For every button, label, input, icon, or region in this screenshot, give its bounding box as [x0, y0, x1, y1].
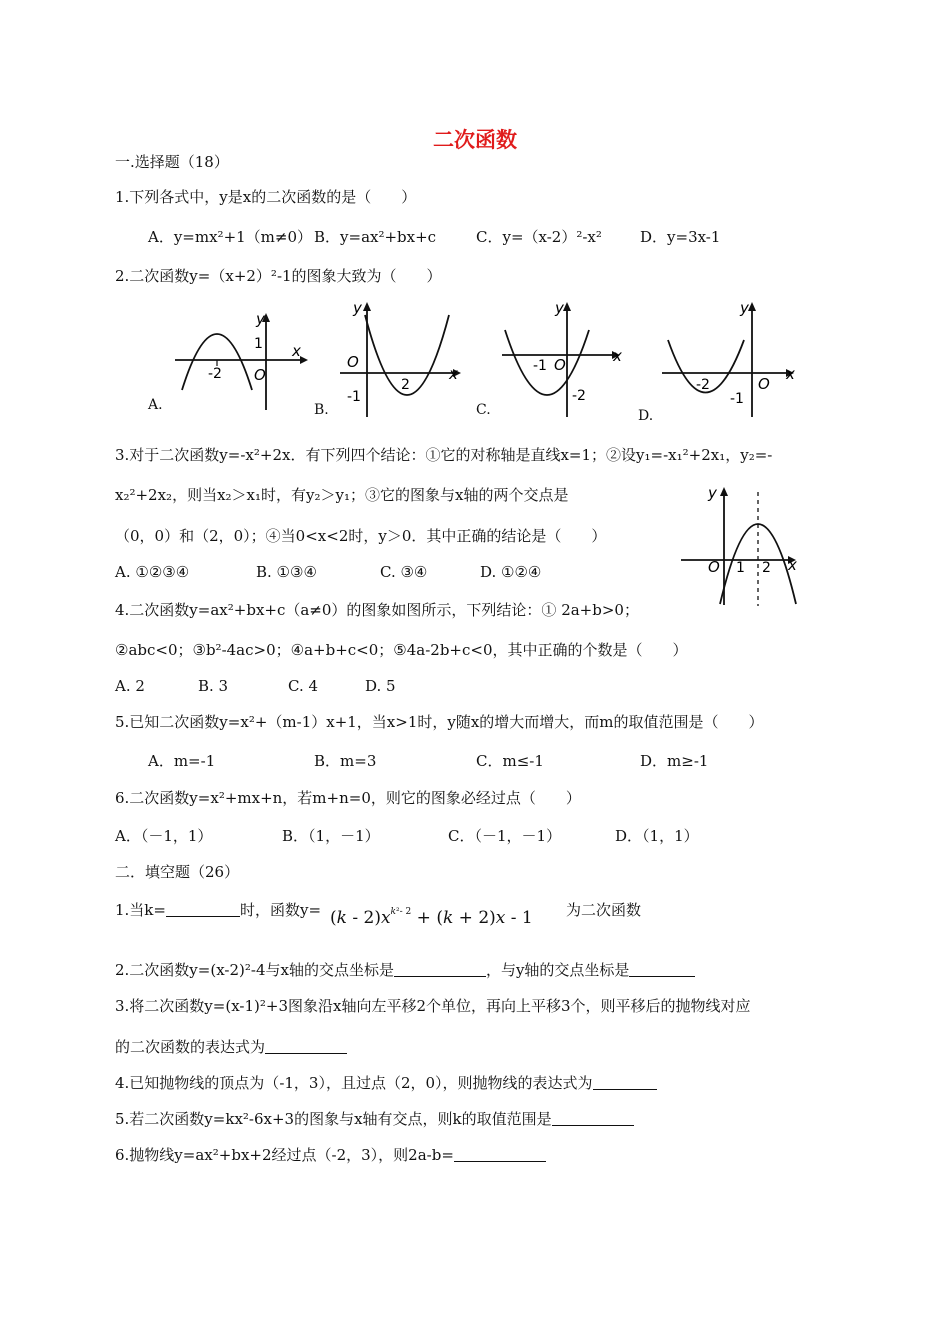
f4-answer-blank[interactable]	[593, 1075, 657, 1090]
origin-label: O	[347, 353, 359, 371]
f2-answer-blank-1[interactable]	[394, 962, 486, 977]
q1-option-d: D．y=3x-1	[640, 228, 721, 246]
q3-line-1: 3.对于二次函数y=-x²+2x．有下列四个结论：①它的对称轴是直线x=1；②设y₁=-x₁²+2x₁，y₂=-	[115, 446, 773, 464]
q6-option-c: C．（－1，－1）	[448, 827, 562, 845]
f3-line-2: 的二次函数的表达式为	[115, 1038, 266, 1056]
q6-stem: 6.二次函数y=x²+mx+n，若m+n=0，则它的图象必经过点（ ）	[115, 789, 581, 807]
q6-option-a: A．（－1，1）	[115, 827, 213, 845]
q1-option-c: C．y=（x-2）²-x²	[476, 228, 602, 246]
q2-graph-b	[335, 295, 465, 420]
f1-mid: 时，函数y=	[239, 901, 322, 919]
f5-line	[115, 1109, 634, 1129]
q3-option-c: C. ③④	[380, 563, 428, 581]
f2-answer-blank-2[interactable]	[629, 962, 695, 977]
origin-label: O	[708, 558, 720, 576]
q5-option-a: A．m=-1	[148, 752, 216, 770]
page-title: 二次函数	[433, 127, 517, 152]
tick-label-1: 1	[736, 560, 745, 576]
f1-formula: $(k - 2)x^{k^2- 2} + (k + 2)x - 1$	[330, 907, 533, 928]
f6-text: 6.抛物线y=ax²+bx+2经过点（-2，3），则2a-b=	[115, 1146, 454, 1164]
q4-line-2: ②abc<0；③b²-4ac>0；④a+b+c<0；⑤4a-2b+c<0，其中正确的个数是（ ）	[115, 641, 688, 659]
f3-line-2-wrap	[115, 1037, 347, 1057]
y-label: y	[353, 299, 362, 317]
q3-line-3: （0，0）和（2，0）；④当0<x<2时，y＞0．其中正确的结论是（ ）	[115, 527, 607, 545]
vertex-x-label: -1	[533, 358, 547, 374]
f2-mid: ，与y轴的交点坐标是	[485, 961, 630, 979]
q1-option-a: A．y=mx²+1（m≠0）	[148, 228, 313, 246]
q4-line-1: 4.二次函数y=ax²+bx+c（a≠0）的图象如图所示，下列结论：① 2a+b>0；	[115, 601, 639, 619]
q2-label-b: B.	[314, 402, 329, 418]
section-heading-choice: 一.选择题（18）	[115, 153, 229, 171]
q2-graph-c	[497, 295, 627, 420]
y-label: y	[740, 299, 749, 317]
q4-option-c: C. 4	[288, 677, 319, 695]
q1-stem: 1.下列各式中，y是x的二次函数的是（ ）	[115, 188, 417, 206]
origin-label: O	[554, 356, 566, 374]
vertex-y-label: -1	[347, 389, 361, 405]
f6-answer-blank[interactable]	[454, 1147, 546, 1162]
y-label: y	[555, 299, 564, 317]
f6-line	[115, 1145, 546, 1165]
tick-label-2: 2	[762, 560, 771, 576]
x-label: x	[786, 365, 795, 383]
y-axis-arrow-icon	[720, 487, 728, 496]
vertex-x-label: 2	[401, 377, 410, 393]
q5-option-c: C．m≤-1	[476, 752, 544, 770]
q4-graph	[676, 480, 801, 608]
f5-answer-blank[interactable]	[552, 1111, 634, 1126]
q5-stem: 5.已知二次函数y=x²+（m-1）x+1，当x>1时，y随x的增大而增大，而m的取值范围是（ ）	[115, 713, 764, 731]
q3-line-2: x₂²+2x₂，则当x₂＞x₁时，有y₂＞y₁；③它的图象与x轴的两个交点是	[115, 486, 569, 504]
x-label: x	[449, 365, 458, 383]
q2-stem: 2.二次函数y=（x+2）²-1的图象大致为（ ）	[115, 267, 442, 285]
q2-label-a: A.	[148, 397, 163, 413]
y-axis-arrow-icon	[363, 302, 371, 311]
f3-line-1: 3.将二次函数y=(x-1)²+3图象沿x轴向左平移2个单位，再向上平移3个，则平移后的抛物线对应	[115, 997, 751, 1015]
origin-label: O	[254, 366, 266, 384]
q2-graph-d	[660, 295, 800, 420]
f1-answer-blank[interactable]	[166, 902, 240, 917]
q3-option-d: D. ①②④	[480, 563, 542, 581]
q6-option-d: D．（1，1）	[615, 827, 699, 845]
q6-option-b: B．（1，－1）	[282, 827, 380, 845]
x-label: x	[292, 342, 301, 360]
f4-text: 4.已知抛物线的顶点为（-1，3），且过点（2，0），则抛物线的表达式为	[115, 1074, 593, 1092]
f3-answer-blank[interactable]	[265, 1039, 347, 1054]
origin-label: O	[758, 375, 770, 393]
vertex-y-label: -2	[572, 388, 586, 404]
f4-line	[115, 1073, 657, 1093]
vertex-x-label: -2	[208, 366, 222, 382]
f1-post: 为二次函数	[566, 901, 642, 919]
q1-option-b: B．y=ax²+bx+c	[314, 228, 437, 246]
q4-option-d: D. 5	[365, 677, 396, 695]
q2-label-d: D.	[638, 408, 654, 424]
vertex-x-label: -2	[696, 377, 710, 393]
x-label: x	[613, 347, 622, 365]
vertex-y-label: -1	[730, 391, 744, 407]
y-axis-arrow-icon	[563, 302, 571, 311]
section-heading-fill: 二．填空题（26）	[115, 863, 240, 881]
y-axis-arrow-icon	[748, 302, 756, 311]
q4-option-b: B. 3	[198, 677, 229, 695]
q2-label-c: C.	[476, 402, 491, 418]
q3-option-a: A. ①②③④	[115, 563, 190, 581]
y-label: y	[708, 484, 717, 502]
q4-option-a: A. 2	[115, 677, 145, 695]
vertex-y-label: 1	[254, 336, 263, 352]
f2-pre: 2.二次函数y=(x-2)²-4与x轴的交点坐标是	[115, 961, 394, 979]
y-label: y	[256, 310, 265, 328]
q3-option-b: B. ①③④	[256, 563, 317, 581]
f1-pre: 1.当k=	[115, 901, 166, 919]
x-axis-arrow-icon	[300, 356, 308, 364]
q2-graph-a	[170, 308, 310, 413]
q5-option-b: B．m=3	[314, 752, 377, 770]
f5-text: 5.若二次函数y=kx²-6x+3的图象与x轴有交点，则k的取值范围是	[115, 1110, 552, 1128]
x-label: x	[788, 556, 797, 574]
f1-line	[115, 900, 321, 920]
f2-line	[115, 960, 695, 980]
q5-option-d: D．m≥-1	[640, 752, 709, 770]
parabola	[505, 330, 589, 395]
